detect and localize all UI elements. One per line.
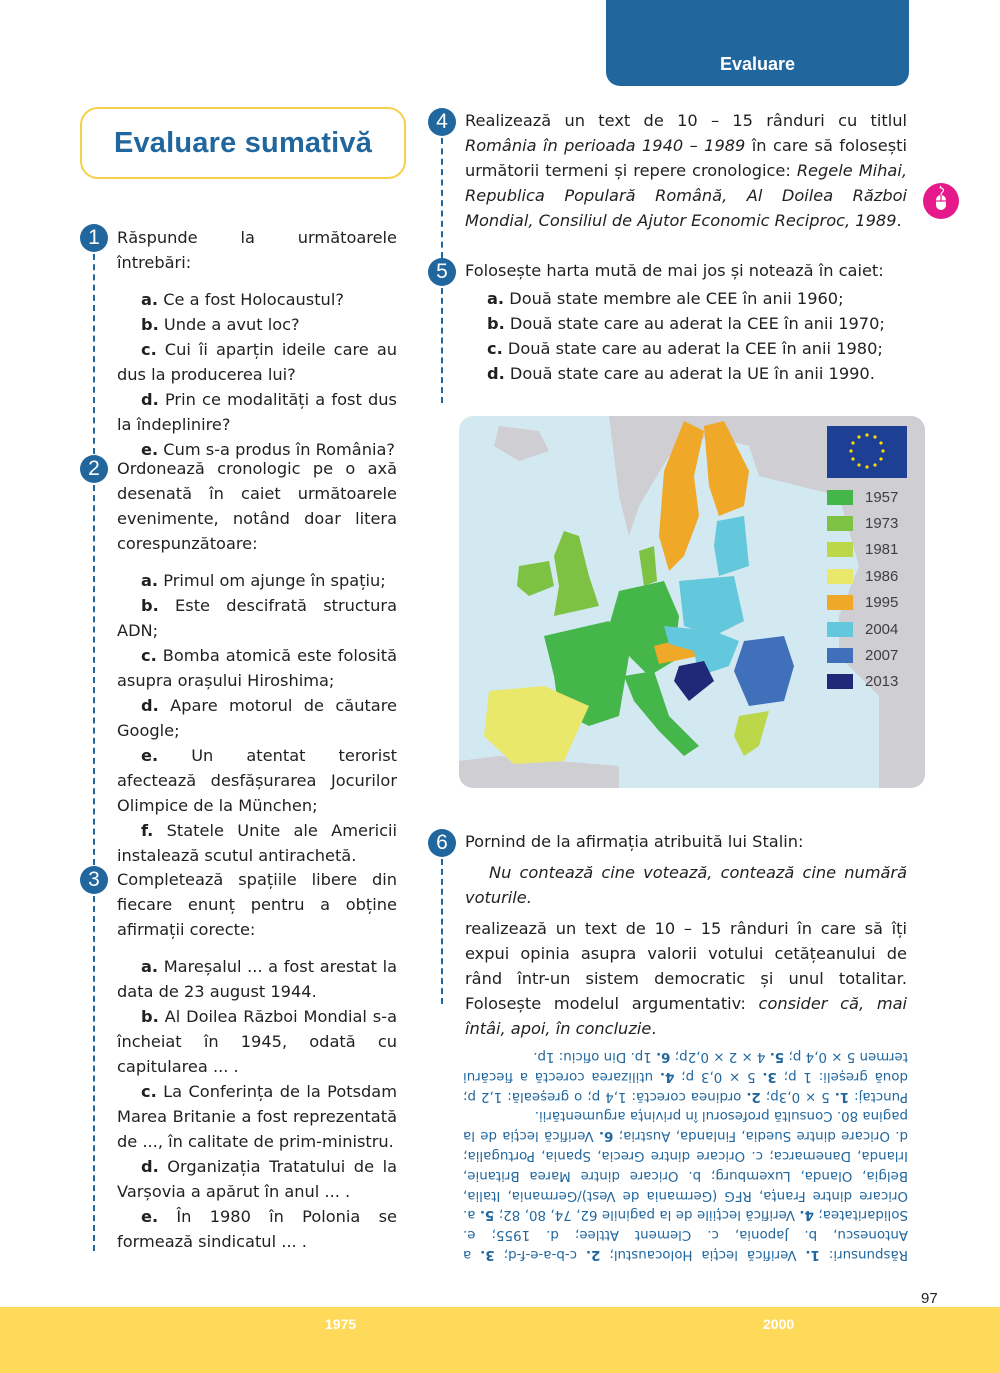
item-text: În 1980 în Polonia se formează sindicatul ... . xyxy=(117,1207,397,1251)
exercise-number-badge: 6 xyxy=(428,829,456,857)
event-item xyxy=(117,743,397,818)
legend-year: 2007 xyxy=(865,647,899,665)
item-letter: a. xyxy=(487,289,505,308)
item-letter: c. xyxy=(141,340,157,359)
section-tab-label: Evaluare xyxy=(719,54,796,74)
exercise-divider-line xyxy=(441,138,443,258)
item-text: Bomba atomică este folosită asupra orașului Hiroshima; xyxy=(117,646,397,690)
legend-year: 1995 xyxy=(865,594,899,612)
item-text: Cum s-a produs în România? xyxy=(158,440,395,459)
timeline-bar xyxy=(0,1307,1000,1373)
score-number: 3. xyxy=(762,1068,777,1084)
exercise-2 xyxy=(117,456,397,868)
answer-number: 6. xyxy=(598,1127,614,1143)
exercise-number-badge: 1 xyxy=(80,224,108,252)
exercise-prompt: Completează spațiile libere din fiecare enunț pentru a obține afirmații corecte: xyxy=(117,870,397,939)
region-ireland xyxy=(517,561,554,596)
task-item xyxy=(487,311,907,336)
task-item xyxy=(487,286,907,311)
item-letter: b. xyxy=(141,315,159,334)
task-item xyxy=(487,336,907,361)
score-number: 6. xyxy=(656,1048,671,1064)
item-text: Două state care au aderat la CEE în anii 1980; xyxy=(502,339,883,358)
answer-number: 4. xyxy=(799,1207,814,1223)
timeline-label: 2000 xyxy=(763,1316,795,1332)
event-item xyxy=(117,568,397,593)
legend-swatch xyxy=(827,622,853,637)
exercise-1 xyxy=(117,225,397,462)
score-text: 5 × 0,3p; xyxy=(760,1088,835,1104)
item-letter: c. xyxy=(141,1082,157,1101)
answer-number: 3. xyxy=(480,1246,495,1262)
legend-item xyxy=(827,669,909,695)
answer-number: 1. xyxy=(805,1246,820,1262)
answer-text: Verifică lecția Holocaustul; xyxy=(600,1246,806,1262)
item-text: Apare motorul de căutare Google; xyxy=(117,696,397,740)
score-text: utilizarea corectă a fiecărui termen 5 × 0,4 p; xyxy=(463,1048,908,1084)
section-tab xyxy=(606,0,909,86)
score-text: 1p. Din oficiu: 1p. xyxy=(533,1048,656,1064)
item-text: Prin ce modalități a fost dus la îndeplinire? xyxy=(117,390,397,434)
question-item xyxy=(117,287,397,312)
question-item xyxy=(117,337,397,387)
legend-swatch xyxy=(827,490,853,505)
item-letter: e. xyxy=(141,440,159,459)
answer-text: c-b-a-e-f-d; xyxy=(494,1246,586,1262)
legend-item xyxy=(827,484,909,510)
fill-in-item xyxy=(117,954,397,1004)
item-text: Unde a avut loc? xyxy=(158,315,300,334)
item-letter: e. xyxy=(141,746,159,765)
region-uk xyxy=(554,531,599,616)
item-letter: c. xyxy=(141,646,157,665)
score-number: 4. xyxy=(659,1068,675,1084)
exercise-3 xyxy=(117,867,397,1254)
item-letter: f. xyxy=(141,821,154,840)
exercise-number-badge: 4 xyxy=(428,108,456,136)
item-text: Două state membre ale CEE în anii 1960; xyxy=(504,289,844,308)
item-letter: d. xyxy=(487,364,505,383)
answer-key-inverted xyxy=(463,1046,908,1264)
exercise-6 xyxy=(465,829,907,1041)
region-romania-bulgaria xyxy=(734,636,794,706)
legend-item xyxy=(827,510,909,536)
legend-swatch xyxy=(827,648,853,663)
item-letter: b. xyxy=(487,314,505,333)
exercise-number-badge: 3 xyxy=(80,866,108,894)
item-letter: d. xyxy=(141,1157,159,1176)
legend-year: 2004 xyxy=(865,620,899,638)
essay-title: România în perioada 1940 – 1989 xyxy=(465,136,746,155)
legend-year: 2013 xyxy=(865,673,899,691)
item-text: La Conferința de la Potsdam Marea Britanie a fost reprezentată de ..., în calitate de prim-ministru. xyxy=(117,1082,397,1151)
essay-instructions xyxy=(465,916,907,1041)
answer-number: 2. xyxy=(585,1246,601,1262)
legend-year: 1981 xyxy=(865,541,899,559)
exercise-prompt: Răspunde la următoarele întrebări: xyxy=(117,228,397,272)
event-item xyxy=(117,643,397,693)
answer-text: a Antonescu, b. Japonia, c. Clement Attlee; d. 1955; e. Solidaritatea; xyxy=(463,1207,908,1262)
iceland xyxy=(494,426,549,461)
required-terms: Regele Mihai, Republica Populară Română, Al Doilea Război Mondial, Consiliul de Ajutor Economic Reciproc, 1989 xyxy=(465,161,907,230)
item-text: Două state care au aderat la CEE în anii 1970; xyxy=(504,314,885,333)
answer-text: Verifică lecția de la pagina 80. Consultă profesorul în privința argumentării. xyxy=(463,1108,908,1143)
legend-item xyxy=(827,642,909,668)
item-letter: b. xyxy=(141,1007,159,1026)
legend-item xyxy=(827,563,909,589)
legend-swatch xyxy=(827,595,853,610)
eu-flag-icon xyxy=(827,426,907,478)
region-denmark xyxy=(639,546,657,586)
legend-swatch xyxy=(827,516,853,531)
event-item xyxy=(117,818,397,868)
exercise-prompt: Ordonează cronologic pe o axă desenată în caiet următoarele evenimente, notând doar litera corespunzătoare: xyxy=(117,459,397,553)
score-text: 4 × 2 × 0,2p; xyxy=(670,1048,770,1064)
item-letter: d. xyxy=(141,696,159,715)
score-label: Punctaj: xyxy=(849,1088,908,1104)
exercise-divider-line xyxy=(93,485,95,865)
legend-year: 1986 xyxy=(865,567,899,585)
exercise-divider-line xyxy=(441,288,443,403)
answer-number: 5. xyxy=(479,1207,495,1223)
page-number: 97 xyxy=(921,1290,938,1307)
timeline-label: 1975 xyxy=(325,1316,357,1332)
prompt-text: Realizează un text de 10 – 15 rânduri cu titlul xyxy=(465,111,907,130)
legend-item xyxy=(827,537,909,563)
page-title: Evaluare sumativă xyxy=(113,126,373,159)
item-text: Mareșalul ... a fost arestat la data de 23 august 1944. xyxy=(117,957,397,1001)
exercise-divider-line xyxy=(93,896,95,1251)
exercise-number-badge: 5 xyxy=(428,258,456,286)
item-letter: e. xyxy=(141,1207,159,1226)
prompt-text: în care să folosești următorii termeni și repere cronologice: xyxy=(465,136,907,180)
fill-in-item xyxy=(117,1204,397,1254)
fill-in-item xyxy=(117,1004,397,1079)
legend-swatch xyxy=(827,569,853,584)
page-title-box xyxy=(80,107,406,179)
item-text: Statele Unite ale Americii instalează scutul antirachetă. xyxy=(117,821,397,865)
exercise-4 xyxy=(465,108,907,233)
region-poland xyxy=(679,576,744,636)
score-number: 1. xyxy=(834,1088,850,1104)
legend-year: 1973 xyxy=(865,515,899,533)
computer-mouse-icon xyxy=(923,183,959,219)
exercise-prompt: Folosește harta mută de mai jos și notează în caiet: xyxy=(465,261,884,280)
prompt-text: . xyxy=(651,1019,657,1038)
score-number: 5. xyxy=(769,1048,785,1064)
item-text: Două state care au aderat la UE în anii 1990. xyxy=(504,364,875,383)
task-item xyxy=(487,361,907,386)
exercise-divider-line xyxy=(93,254,95,454)
exercise-5 xyxy=(465,258,907,386)
answers-label: Răspunsuri: xyxy=(819,1246,908,1262)
exercise-prompt xyxy=(465,108,907,233)
item-text: Un atentat terorist afectează desfășurarea Jocurilor Olimpice de la München; xyxy=(117,746,397,815)
item-letter: c. xyxy=(487,339,503,358)
score-number: 2. xyxy=(746,1088,761,1104)
item-letter: a. xyxy=(141,290,159,309)
legend-swatch xyxy=(827,542,853,557)
item-text: Organizația Tratatului de la Varșovia a apărut în anul ... . xyxy=(117,1157,397,1201)
event-item xyxy=(117,693,397,743)
exercise-prompt: Pornind de la afirmația atribuită lui Stalin: xyxy=(465,832,804,851)
question-item xyxy=(117,387,397,437)
answer-text: Verifică lecțiile de la paginile 62, 74, 80, 82; xyxy=(494,1207,800,1223)
exercise-divider-line xyxy=(441,859,443,1004)
item-text: Cui îi aparțin ideile care au dus la producerea lui? xyxy=(117,340,397,384)
item-text: Al Doilea Război Mondial s-a încheiat în 1945, odată cu capitularea ... . xyxy=(117,1007,397,1076)
argument-model: consider că, mai întâi, apoi, în concluzie xyxy=(465,994,908,1038)
region-greece xyxy=(734,711,769,756)
item-letter: a. xyxy=(141,957,159,976)
score-text: 5 × 0,3 p; xyxy=(674,1068,763,1084)
legend-swatch xyxy=(827,674,853,689)
exercise-number-badge: 2 xyxy=(80,455,108,483)
region-baltics xyxy=(714,516,749,576)
score-text: ordinea corectă: 1,4 p; o greșeală: 1,2 p; două greșeli: 1 p; xyxy=(463,1068,908,1104)
item-text: Ce a fost Holocaustul? xyxy=(158,290,344,309)
question-item xyxy=(117,312,397,337)
item-letter: b. xyxy=(141,596,159,615)
item-text: Primul om ajunge în spațiu; xyxy=(158,571,386,590)
stalin-quote: Nu contează cine votează, contează cine numără voturile. xyxy=(465,863,907,907)
legend-year: 1957 xyxy=(865,488,899,506)
map-legend xyxy=(827,426,909,695)
item-letter: a. xyxy=(141,571,159,590)
item-text: Este descifrată structura ADN; xyxy=(117,596,397,640)
fill-in-item xyxy=(117,1079,397,1154)
event-item xyxy=(117,593,397,643)
legend-item xyxy=(827,590,909,616)
prompt-text: realizează un text de 10 – 15 rânduri în care să îți expui opinia asupra valorii votului cetățeanului de rând într-un sistem democratic și unul totalitar. Folosește modelul argumentativ: xyxy=(465,919,907,1013)
fill-in-item xyxy=(117,1154,397,1204)
answer-text: a. Oricare dintre Franța, RFG (Germania de Vest)/Germania, Italia, Belgia, Olanda, Luxemburg; b. Oricare dintre Marea Britanie, Irlanda, Danemarca; c. Oricare dintre Grecia, Spania, Portugalia; d. Oricare dintre Suedia, Finlanda, Austria; xyxy=(462,1127,908,1223)
legend-item xyxy=(827,616,909,642)
item-letter: d. xyxy=(141,390,159,409)
prompt-text: . xyxy=(896,211,902,230)
eu-enlargement-map xyxy=(459,416,925,788)
